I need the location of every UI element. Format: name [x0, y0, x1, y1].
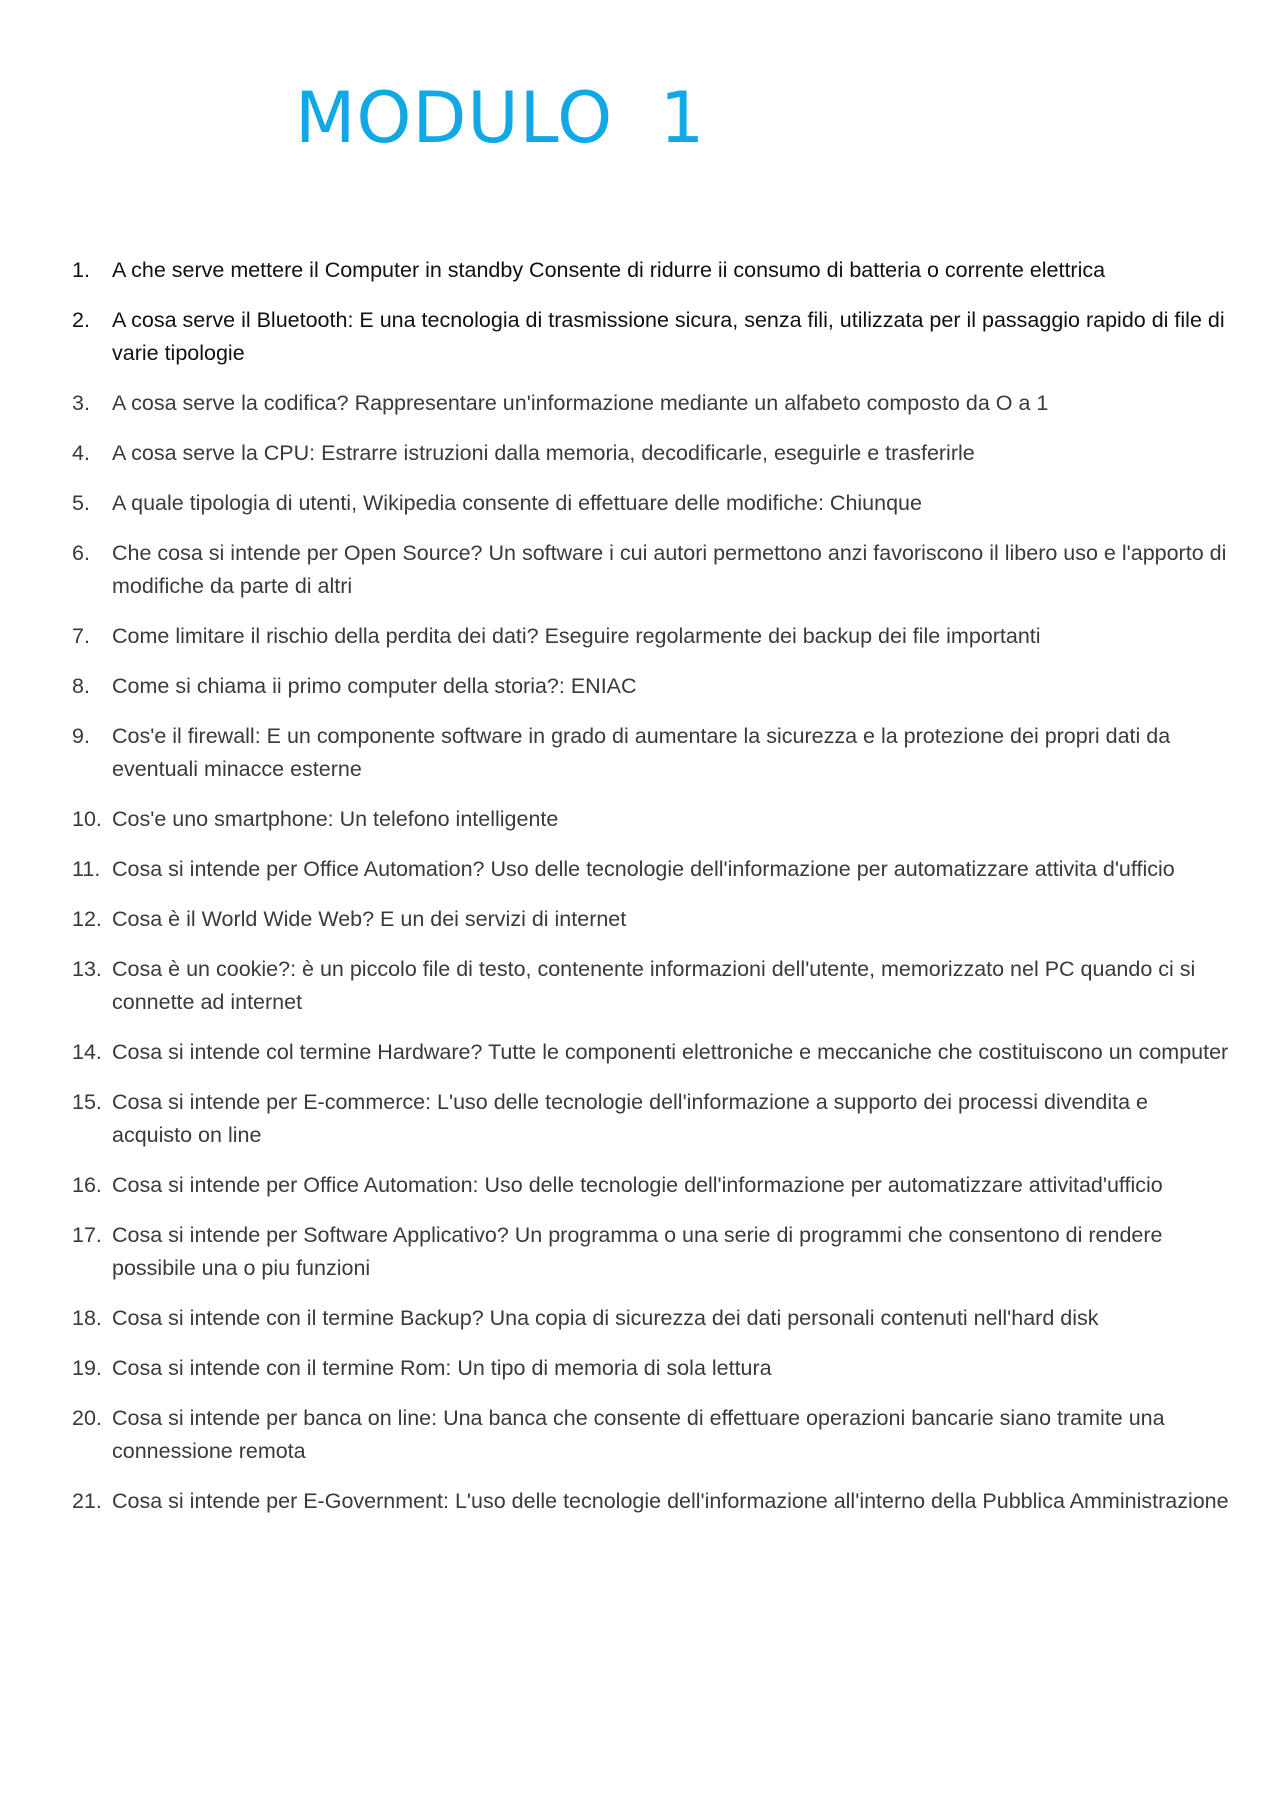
question-list: [72, 254, 1232, 1535]
item-number: 15.: [72, 1090, 102, 1114]
item-text: A che serve mettere il Computer in standby Consente di ridurre ii consumo di batteria o corrente elettrica: [112, 258, 1106, 282]
list-item: [72, 620, 1232, 653]
item-text: Come limitare il rischio della perdita dei dati? Eseguire regolarmente dei backup dei file importanti: [112, 624, 1041, 648]
item-text: Cosa si intende per banca on line: Una banca che consente di effettuare operazioni bancarie siano tramite una connessione remota: [112, 1406, 1165, 1463]
item-number: 8.: [72, 674, 90, 698]
list-item: [72, 1086, 1232, 1152]
item-text: Cosa si intende per E-Government: L'uso delle tecnologie dell'informazione all'interno della Pubblica Amministrazione: [112, 1489, 1229, 1513]
list-item: [72, 953, 1232, 1019]
list-item: [72, 537, 1232, 603]
item-text: Cosa si intende per Software Applicativo? Un programma o una serie di programmi che consentono di rendere possibile una o piu funzioni: [112, 1223, 1163, 1280]
item-text: Cos'e il firewall: E un componente software in grado di aumentare la sicurezza e la protezione dei propri dati da eventuali minacce esterne: [112, 724, 1171, 781]
list-item: [72, 304, 1232, 370]
item-number: 9.: [72, 724, 90, 748]
item-text: A cosa serve il Bluetooth: E una tecnologia di trasmissione sicura, senza fili, utilizzata per il passaggio rapido di file di varie tipologie: [112, 308, 1225, 365]
item-number: 17.: [72, 1223, 102, 1247]
list-item: [72, 1302, 1232, 1335]
list-item: [72, 903, 1232, 936]
item-text: Cos'e uno smartphone: Un telefono intelligente: [112, 807, 559, 831]
page-title: MODULO 1: [295, 77, 706, 159]
item-number: 16.: [72, 1173, 102, 1197]
item-text: Cosa si intende per Office Automation: Uso delle tecnologie dell'informazione per automatizzare attivitad'ufficio: [112, 1173, 1163, 1197]
item-number: 10.: [72, 807, 102, 831]
item-text: Che cosa si intende per Open Source? Un software i cui autori permettono anzi favoriscono il libero uso e l'apporto di modifiche da parte di altri: [112, 541, 1227, 598]
list-item: [72, 1169, 1232, 1202]
item-text: A cosa serve la CPU: Estrarre istruzioni dalla memoria, decodificarle, eseguirle e trasferirle: [112, 441, 975, 465]
item-text: Cosa si intende con il termine Backup? Una copia di sicurezza dei dati personali contenuti nell'hard disk: [112, 1306, 1099, 1330]
list-item: [72, 487, 1232, 520]
item-number: 6.: [72, 541, 90, 565]
list-item: [72, 803, 1232, 836]
item-number: 21.: [72, 1489, 102, 1513]
item-number: 7.: [72, 624, 90, 648]
item-text: Cosa è il World Wide Web? E un dei servizi di internet: [112, 907, 627, 931]
item-number: 12.: [72, 907, 102, 931]
item-text: Come si chiama ii primo computer della storia?: ENIAC: [112, 674, 637, 698]
item-text: Cosa si intende col termine Hardware? Tutte le componenti elettroniche e meccaniche che costituiscono un computer: [112, 1040, 1229, 1064]
item-number: 1.: [72, 258, 90, 282]
list-item: [72, 670, 1232, 703]
list-item: [72, 1485, 1232, 1518]
list-item: [72, 853, 1232, 886]
list-item: [72, 1219, 1232, 1285]
item-text: Cosa si intende per Office Automation? Uso delle tecnologie dell'informazione per automatizzare attivita d'ufficio: [112, 857, 1175, 881]
item-number: 14.: [72, 1040, 102, 1064]
item-number: 13.: [72, 957, 102, 981]
item-number: 3.: [72, 391, 90, 415]
list-item: [72, 254, 1232, 287]
list-item: [72, 387, 1232, 420]
list-item: [72, 437, 1232, 470]
item-text: Cosa è un cookie?: è un piccolo file di testo, contenente informazioni dell'utente, memorizzato nel PC quando ci si connette ad internet: [112, 957, 1196, 1014]
list-item: [72, 720, 1232, 786]
list-item: [72, 1036, 1232, 1069]
item-number: 18.: [72, 1306, 102, 1330]
item-text: A quale tipologia di utenti, Wikipedia consente di effettuare delle modifiche: Chiunque: [112, 491, 922, 515]
item-number: 5.: [72, 491, 90, 515]
item-number: 4.: [72, 441, 90, 465]
item-text: Cosa si intende con il termine Rom: Un tipo di memoria di sola lettura: [112, 1356, 772, 1380]
list-item: [72, 1402, 1232, 1468]
item-text: A cosa serve la codifica? Rappresentare un'informazione mediante un alfabeto composto da O a 1: [112, 391, 1049, 415]
item-number: 2.: [72, 308, 90, 332]
item-number: 11.: [72, 857, 101, 881]
item-number: 20.: [72, 1406, 102, 1430]
item-number: 19.: [72, 1356, 102, 1380]
list-item: [72, 1352, 1232, 1385]
item-text: Cosa si intende per E-commerce: L'uso delle tecnologie dell'informazione a supporto dei processi divendita e acquisto on line: [112, 1090, 1149, 1147]
